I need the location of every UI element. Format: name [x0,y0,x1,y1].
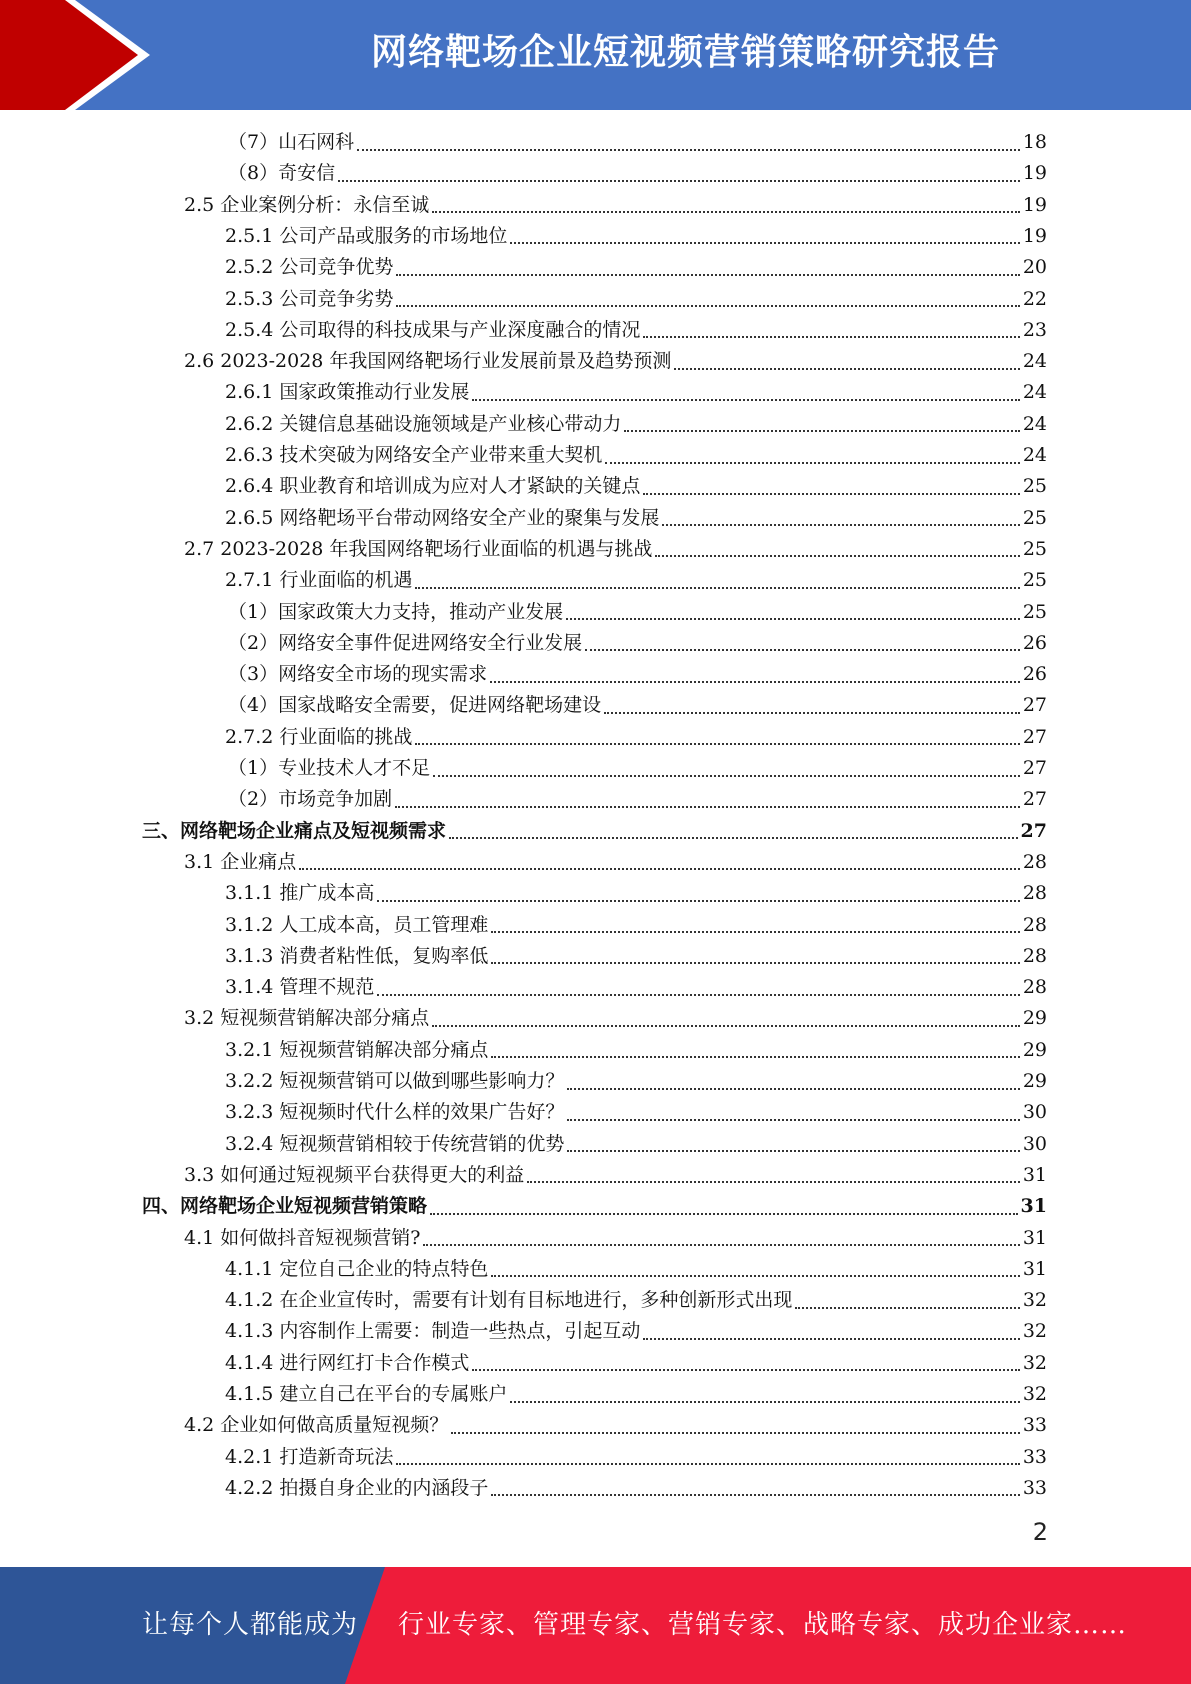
toc-leader-dots [299,868,1020,870]
header-chevron [0,0,140,110]
toc-leader-dots [491,1275,1019,1277]
toc-entry[interactable] [184,346,1047,377]
toc-entry[interactable] [225,565,1047,596]
toc-entry-page: 31 [1022,1163,1047,1186]
toc-leader-dots [396,1463,1019,1465]
toc-leader-dots [377,900,1019,902]
toc-entry-page: 19 [1022,224,1047,247]
toc-entry[interactable] [225,377,1047,408]
toc-entry[interactable] [184,190,1047,221]
toc-entry[interactable] [225,503,1047,534]
toc-entry-page: 23 [1022,318,1047,341]
toc-entry-page: 30 [1022,1101,1047,1124]
toc-entry-label: 3.1.2 人工成本高，员工管理难 [225,913,489,936]
toc-entry-label: 2.6 2023-2028 年我国网络靶场行业发展前景及趋势预测 [184,350,672,373]
toc-entry-label: 2.5.4 公司取得的科技成果与产业深度融合的情况 [225,318,641,341]
toc-entry-page: 33 [1022,1445,1047,1468]
toc-leader-dots [432,211,1020,213]
toc-entry-label: 2.5.3 公司竞争劣势 [225,287,394,310]
toc-entry[interactable] [228,753,1047,784]
footer-slogan-roles: 行业专家、管理专家、营销专家、战略专家、成功企业家…… [398,1610,1128,1640]
toc-entry[interactable] [225,440,1047,471]
page-number: 2 [1032,1518,1048,1546]
toc-entry[interactable] [142,816,1047,847]
toc-entry-label: （1）专业技术人才不足 [228,757,431,779]
toc-entry-page: 24 [1022,350,1047,373]
toc-leader-dots [491,962,1019,964]
toc-entry-page: 31 [1022,1257,1047,1280]
toc-entry-label: 4.1.1 定位自己企业的特点特色 [225,1257,489,1280]
toc-leader-dots [423,1244,1019,1246]
toc-entry-label: 4.1.3 内容制作上需要：制造一些热点，引起互动 [225,1320,641,1343]
toc-entry-label: 3.2.2 短视频营销可以做到哪些影响力？ [225,1070,565,1092]
toc-entry-page: 24 [1022,412,1047,435]
toc-entry-page: 32 [1022,1320,1047,1343]
toc-entry-label: 2.5.2 公司竞争优势 [225,256,394,279]
toc-entry-page: 27 [1022,757,1047,779]
toc-entry-label: 2.7.1 行业面临的机遇 [225,569,413,592]
toc-entry-label: 2.6.4 职业教育和培训成为应对人才紧缺的关键点 [225,475,641,498]
toc-leader-dots [567,1088,1019,1090]
toc-entry-page: 20 [1022,256,1047,279]
toc-entry-page: 24 [1022,381,1047,404]
toc-entry-label: 3.1.4 管理不规范 [225,976,375,999]
toc-entry[interactable] [225,1097,1047,1128]
toc-entry[interactable] [225,1066,1047,1097]
toc-entry-label: 4.2 企业如何做高质量短视频？ [184,1414,449,1437]
toc-entry-label: 2.7 2023-2028 年我国网络靶场行业面临的机遇与挑战 [184,537,653,560]
toc-entry[interactable] [228,659,1047,690]
toc-leader-dots [396,274,1019,276]
toc-entry[interactable] [142,1191,1047,1222]
toc-entry-label: （7）山石网科 [228,131,355,153]
toc-entry[interactable] [184,847,1047,878]
toc-entry-label: 2.5 企业案例分析：永信至诚 [184,193,430,216]
toc-entry-page: 30 [1022,1132,1047,1155]
toc-leader-dots [491,1056,1019,1058]
toc-entry-page: 19 [1022,193,1047,216]
toc-entry-label: 2.6.2 关键信息基础设施领域是产业核心带动力 [225,412,622,435]
toc-entry-label: （1）国家政策大力支持，推动产业发展 [228,600,564,623]
toc-entry-page: 27 [1020,819,1047,842]
toc-entry[interactable] [184,1160,1047,1191]
toc-entry-page: 31 [1022,1226,1047,1249]
toc-entry-page: 32 [1022,1383,1047,1405]
toc-entry-page: 25 [1022,537,1047,560]
toc-leader-dots [433,775,1020,777]
toc-entry-label: 3.1.3 消费者粘性低，复购率低 [225,944,489,967]
toc-entry[interactable] [228,784,1047,815]
toc-entry-label: 4.1.4 进行网红打卡合作模式 [225,1351,470,1374]
toc-entry[interactable] [225,1316,1047,1347]
toc-entry-label: 2.6.5 网络靶场平台带动网络安全产业的聚集与发展 [225,506,660,529]
toc-leader-dots [432,1025,1020,1027]
toc-entry-page: 25 [1022,475,1047,498]
toc-leader-dots [396,305,1019,307]
toc-entry-page: 25 [1022,569,1047,592]
toc-entry[interactable] [225,221,1047,252]
toc-entry-label: 3.2.4 短视频营销相较于传统营销的优势 [225,1132,565,1155]
toc-entry-label: （2）网络安全事件促进网络安全行业发展 [228,631,583,654]
toc-entry[interactable] [225,722,1047,753]
toc-leader-dots [415,743,1019,745]
toc-entry-label: 4.2.2 拍摄自身企业的内涵段子 [225,1476,489,1499]
toc-entry-label: 四、网络靶场企业短视频营销策略 [142,1195,428,1218]
footer-banner [0,1567,1191,1684]
toc-entry-label: 3.1.1 推广成本高 [225,882,375,905]
toc-entry-page: 28 [1022,976,1047,999]
toc-entry-label: 2.5.1 公司产品或服务的市场地位 [225,224,508,247]
toc-entry[interactable] [225,1285,1047,1316]
toc-entry-page: 27 [1022,725,1047,748]
toc-entry-label: （3）网络安全市场的现实需求 [228,663,488,686]
toc-entry[interactable] [228,597,1047,628]
toc-entry-label: 4.1.5 建立自己在平台的专属账户 [225,1383,508,1405]
toc-leader-dots [415,587,1019,589]
toc-entry-label: （4）国家战略安全需要，促进网络靶场建设 [228,694,602,717]
toc-entry-page: 25 [1022,600,1047,623]
toc-entry-page: 33 [1022,1476,1047,1499]
toc-leader-dots [451,1432,1020,1434]
toc-entry[interactable] [225,471,1047,502]
toc-entry[interactable] [225,910,1047,941]
toc-entry-page: 29 [1022,1070,1047,1092]
toc-leader-dots [357,149,1020,151]
toc-entry-page: 22 [1022,287,1047,310]
toc-entry[interactable] [225,1442,1047,1473]
toc-leader-dots [655,555,1019,557]
toc-leader-dots [567,1150,1019,1152]
toc-entry-page: 27 [1022,788,1047,811]
toc-leader-dots [491,931,1019,933]
toc-leader-dots [674,368,1019,370]
toc-entry[interactable] [225,1473,1047,1504]
toc-entry-page: 28 [1022,944,1047,967]
toc-entry[interactable] [228,158,1047,189]
toc-leader-dots [472,399,1019,401]
toc-entry-page: 28 [1022,913,1047,936]
toc-leader-dots [377,994,1019,996]
toc-entry[interactable] [228,127,1047,158]
toc-leader-dots [527,1181,1020,1183]
toc-leader-dots [395,806,1020,808]
toc-leader-dots [510,1401,1019,1403]
toc-entry-page: 29 [1022,1007,1047,1030]
report-title: 网络靶场企业短视频营销策略研究报告 [370,32,1000,73]
footer-slogan-lead: 让每个人都能成为 [142,1610,359,1640]
toc-entry-page: 32 [1022,1289,1047,1312]
toc-leader-dots [449,837,1018,839]
toc-leader-dots [510,242,1019,244]
toc-entry-page: 26 [1022,663,1047,686]
toc-entry[interactable] [225,1129,1047,1160]
toc-leader-dots [605,462,1019,464]
toc-entry-label: 三、网络靶场企业痛点及短视频需求 [142,819,447,842]
toc-entry-page: 33 [1022,1414,1047,1437]
toc-entry[interactable] [225,409,1047,440]
toc-entry[interactable] [184,1003,1047,1034]
toc-leader-dots [795,1307,1019,1309]
toc-entry-page: 29 [1022,1038,1047,1061]
toc-leader-dots [585,649,1020,651]
toc-entry-label: 2.6.3 技术突破为网络安全产业带来重大契机 [225,444,603,466]
toc-entry-label: 3.1 企业痛点 [184,850,297,873]
toc-leader-dots [604,712,1020,714]
toc-entry-label: 2.6.1 国家政策推动行业发展 [225,381,470,404]
toc-leader-dots [643,336,1019,338]
toc-entry[interactable] [228,628,1047,659]
header-banner [0,0,1191,110]
toc-entry-page: 27 [1022,694,1047,717]
toc-entry[interactable] [225,972,1047,1003]
toc-entry[interactable] [228,690,1047,721]
toc-entry[interactable] [184,1223,1047,1254]
toc-entry[interactable] [225,315,1047,346]
toc-leader-dots [491,1494,1019,1496]
toc-entry-page: 31 [1020,1195,1047,1218]
toc-leader-dots [338,180,1020,182]
toc-leader-dots [643,493,1019,495]
toc-leader-dots [490,681,1020,683]
toc-leader-dots [662,524,1019,526]
toc-leader-dots [624,430,1019,432]
toc-entry-label: （2）市场竞争加剧 [228,788,393,811]
toc-entry[interactable] [225,1379,1047,1410]
toc-entry-page: 32 [1022,1351,1047,1374]
toc-entry-page: 25 [1022,506,1047,529]
toc-entry-page: 28 [1022,882,1047,905]
toc-leader-dots [567,1119,1019,1121]
toc-entry-page: 24 [1022,444,1047,466]
toc-entry[interactable] [225,1348,1047,1379]
toc-leader-dots [430,1213,1018,1215]
toc-entry-label: 3.2.1 短视频营销解决部分痛点 [225,1038,489,1061]
toc-entry[interactable] [225,252,1047,283]
toc-entry-page: 19 [1022,162,1047,185]
toc-leader-dots [643,1338,1019,1340]
toc-entry[interactable] [225,1035,1047,1066]
toc-entry-page: 26 [1022,631,1047,654]
toc-entry-label: 3.2.3 短视频时代什么样的效果广告好？ [225,1101,565,1124]
toc-entry-label: 4.1.2 在企业宣传时，需要有计划有目标地进行，多种创新形式出现 [225,1289,793,1312]
toc-entry-label: 3.3 如何通过短视频平台获得更大的利益 [184,1163,525,1186]
toc-entry-label: 4.1 如何做抖音短视频营销? [184,1226,421,1249]
toc-entry[interactable] [225,1254,1047,1285]
toc-leader-dots [566,618,1020,620]
toc-entry-label: 3.2 短视频营销解决部分痛点 [184,1007,430,1030]
toc-entry-page: 28 [1022,850,1047,873]
toc-entry[interactable] [184,1410,1047,1441]
toc-entry[interactable] [225,284,1047,315]
toc-entry-label: 4.2.1 打造新奇玩法 [225,1445,394,1468]
toc-entry-label: （8）奇安信 [228,162,336,185]
toc-entry[interactable] [225,878,1047,909]
toc-leader-dots [472,1369,1019,1371]
toc-entry[interactable] [184,534,1047,565]
toc-entry[interactable] [225,941,1047,972]
toc-entry-page: 18 [1022,131,1047,153]
toc-entry-label: 2.7.2 行业面临的挑战 [225,725,413,748]
